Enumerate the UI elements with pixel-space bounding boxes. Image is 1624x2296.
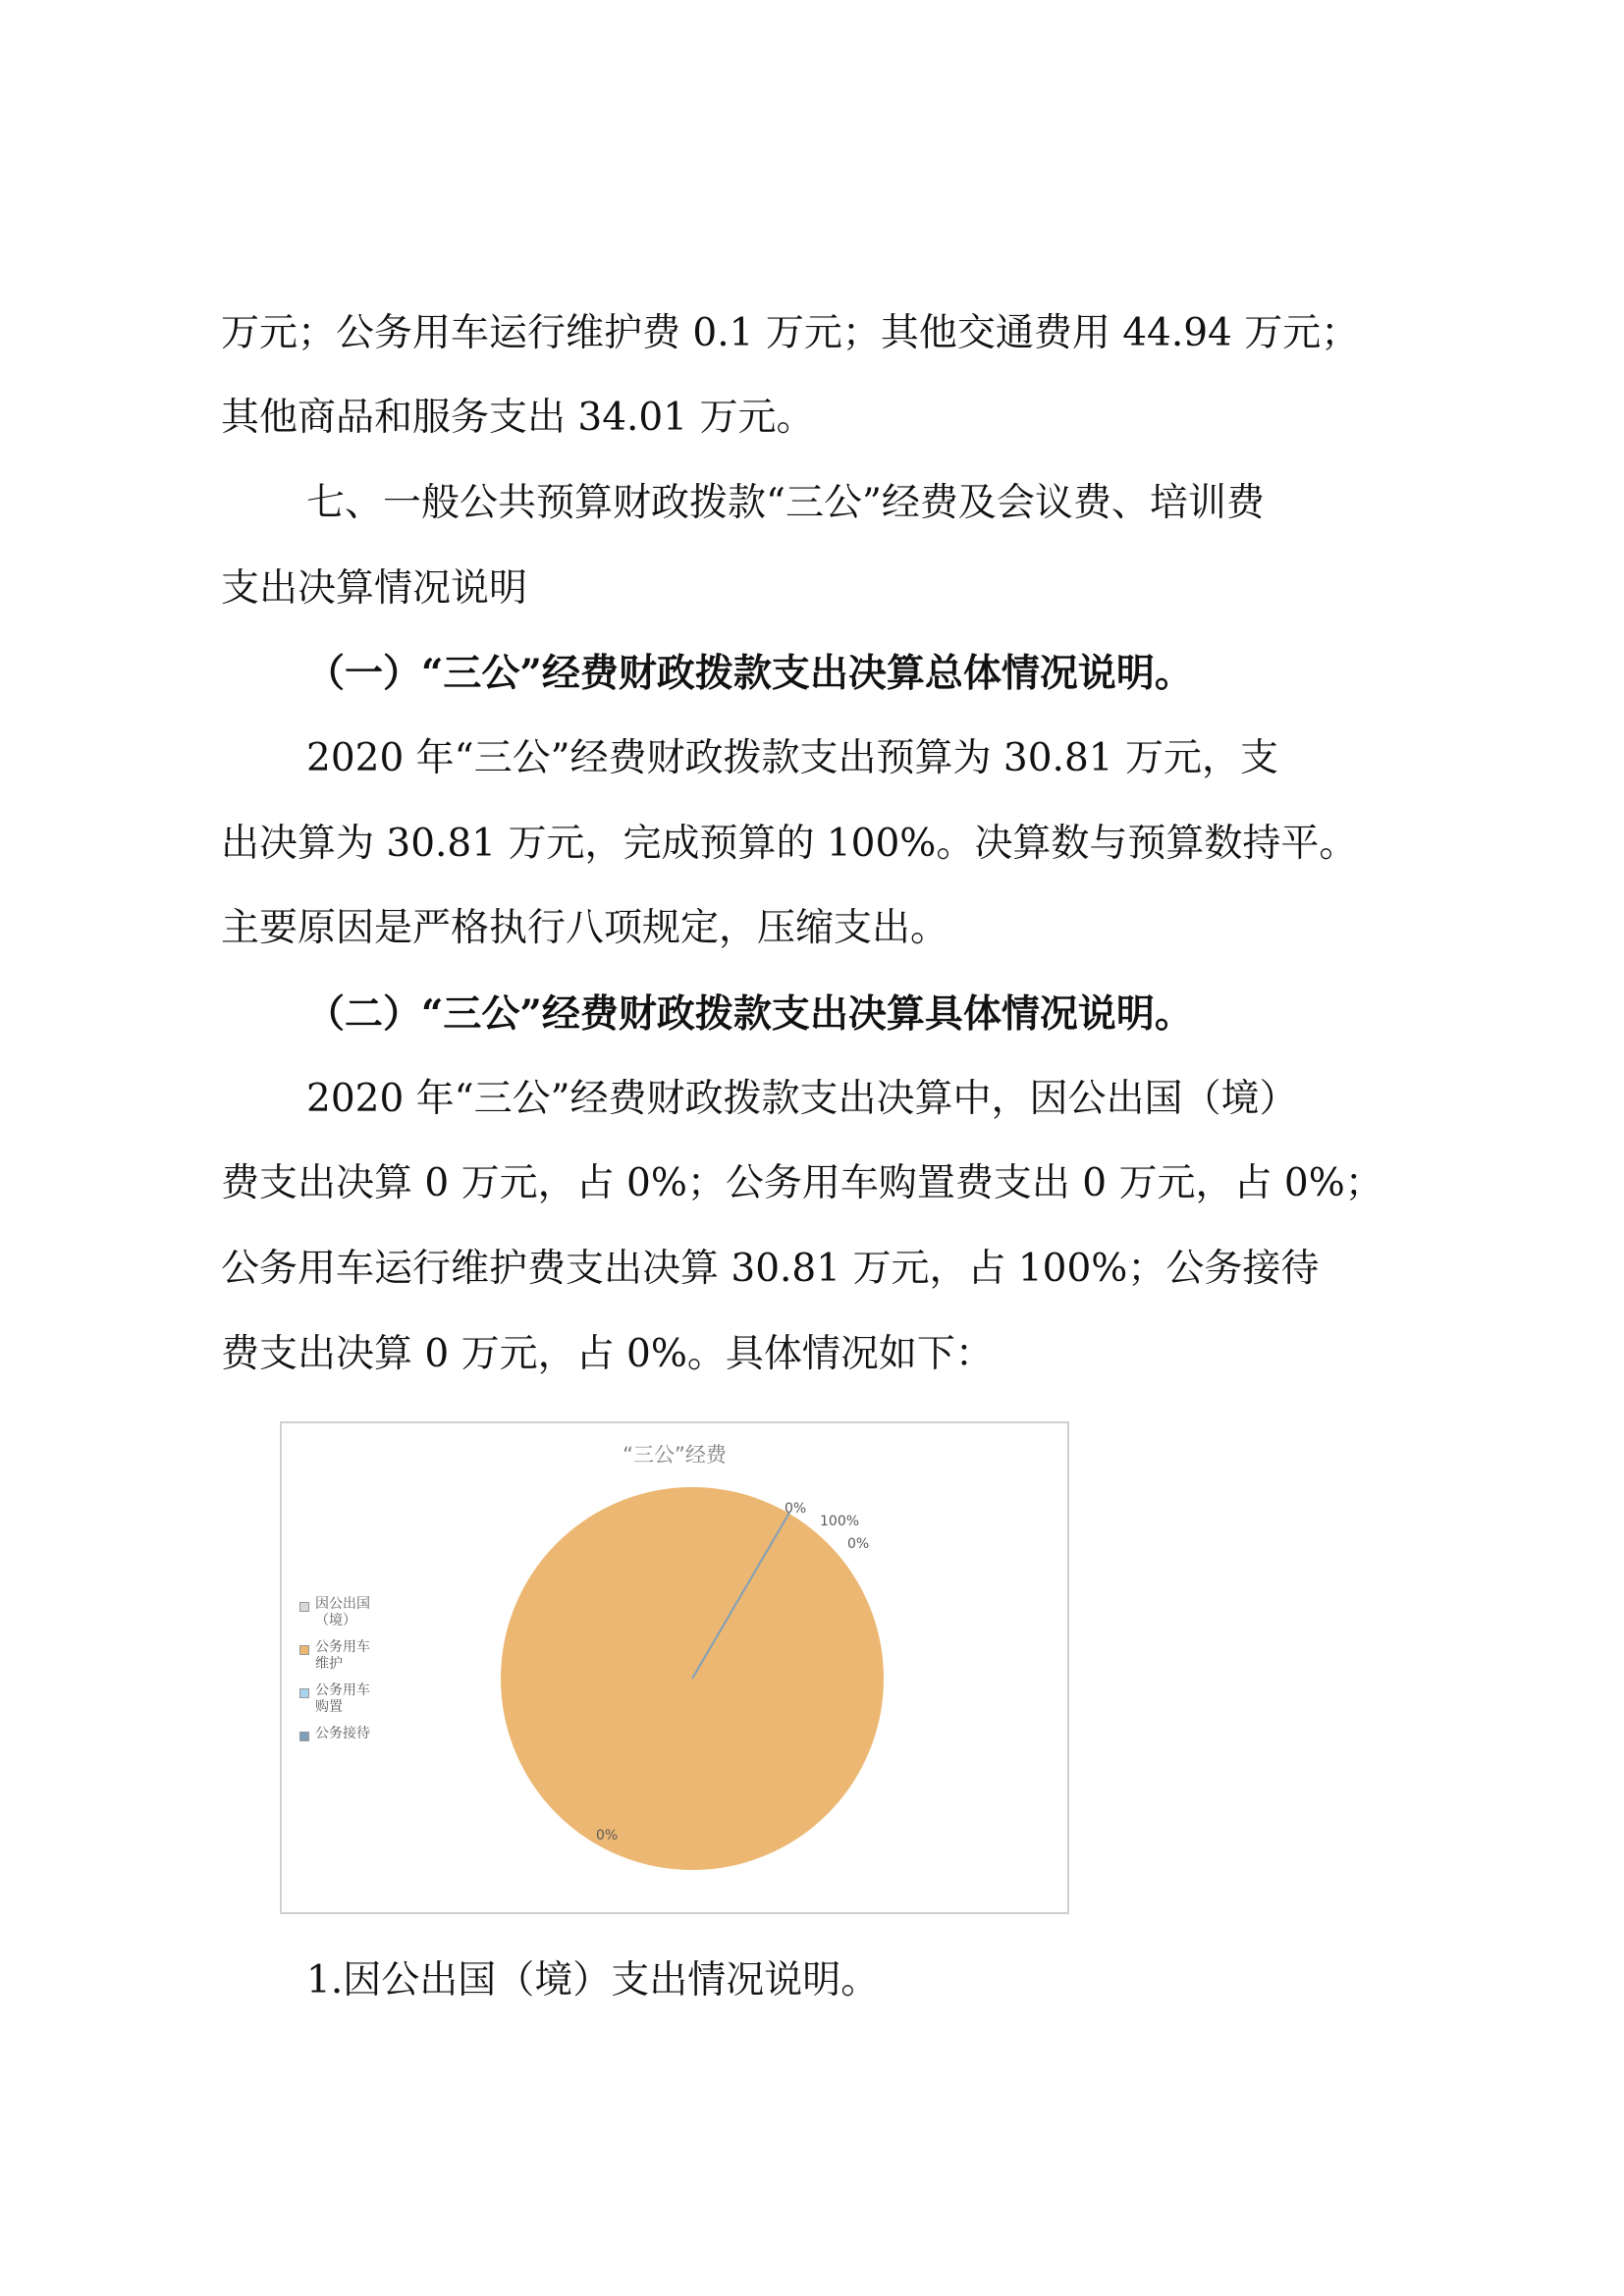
pie-percent-label: 100%: [820, 1514, 860, 1529]
pie-percent-label: 0%: [785, 1501, 807, 1517]
legend-label: 公务用车维护: [315, 1639, 370, 1672]
section-heading-cont: 支出决算情况说明: [221, 566, 528, 611]
pie-plot: [282, 1423, 1067, 1912]
body-line-8: 公务用车运行维护费支出决算 30.81 万元，占 100%；公务接待: [221, 1247, 1320, 1291]
footer-heading: 1.因公出国（境）支出情况说明。: [306, 1958, 880, 2002]
subheading-1: （一）“三公”经费财政拨款支出决算总体情况说明。: [306, 651, 1193, 696]
subheading-2: （二）“三公”经费财政拨款支出决算具体情况说明。: [306, 991, 1193, 1037]
body-line-2: 其他商品和服务支出 34.01 万元。: [221, 396, 815, 440]
body-line-1: 万元；公务用车运行维护费 0.1 万元；其他交通费用 44.94 万元；: [221, 311, 1360, 355]
chart-title: “三公”经费: [623, 1443, 727, 1467]
body-line-5: 主要原因是严格执行八项规定，压缩支出。: [221, 906, 949, 950]
legend-label: 公务用车购置: [315, 1682, 370, 1715]
legend-label: 公务接待: [315, 1726, 370, 1741]
body-line-7: 费支出决算 0 万元，占 0%；公务用车购置费支出 0 万元，占 0%；: [221, 1161, 1383, 1205]
pie-percent-label: 0%: [596, 1828, 619, 1843]
pie-chart: [280, 1421, 1069, 1914]
body-line-9: 费支出决算 0 万元，占 0%。具体情况如下：: [221, 1332, 994, 1376]
legend-label: 因公出国（境）: [315, 1596, 370, 1629]
section-heading: 七、一般公共预算财政拨款“三公”经费及会议费、培训费: [306, 481, 1265, 525]
body-line-3: 2020 年“三公”经费财政拨款支出预算为 30.81 万元，支: [306, 736, 1278, 780]
pie-percent-label: 0%: [847, 1536, 870, 1552]
body-line-6: 2020 年“三公”经费财政拨款支出决算中，因公出国（境）: [306, 1077, 1298, 1121]
body-line-4: 出决算为 30.81 万元，完成预算的 100%。决算数与预算数持平。: [221, 822, 1358, 866]
